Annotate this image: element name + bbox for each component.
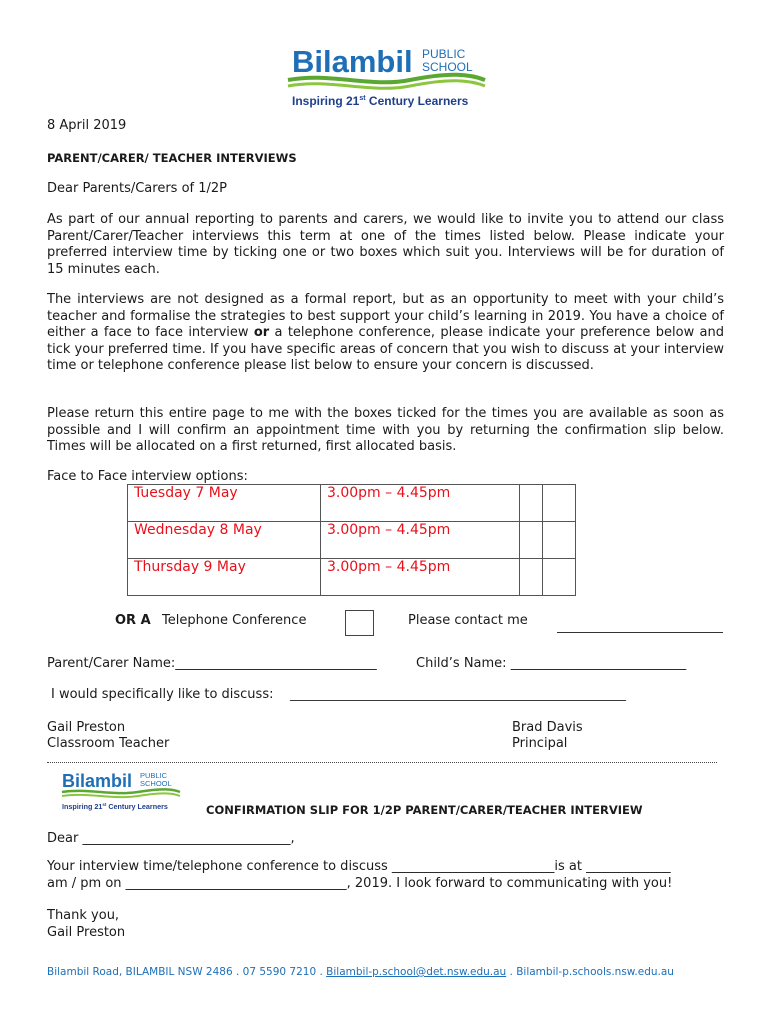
logo-name: Bilambil bbox=[292, 44, 413, 79]
table-row bbox=[128, 559, 576, 596]
interview-options-table bbox=[127, 484, 576, 596]
logo-tagline-a: Inspiring 21 bbox=[292, 94, 360, 108]
discuss-line[interactable]: ________________________________________________________ bbox=[290, 687, 626, 701]
slip-signoff: Gail Preston bbox=[47, 925, 126, 940]
option-checkbox[interactable] bbox=[543, 522, 576, 559]
paragraph-return: Please return this entire page to me with the boxes ticked for the times you are available as soon as possible and I will confirm an appointment time with you by returning the confirmation slip below. Times will be allocated on a first returned, first allocated basis. bbox=[47, 406, 724, 454]
svg-text:Inspiring 21st Century Learner bbox=[292, 94, 469, 108]
logo-small-name: Bilambil bbox=[62, 771, 133, 791]
slip-line-date[interactable]: am / pm on __________________________________, 2019. I look forward to communicating with you! bbox=[47, 876, 673, 891]
option-day: Thursday 9 May bbox=[128, 559, 321, 596]
logo-school: SCHOOL bbox=[422, 60, 473, 74]
option-time: 3.00pm – 4.45pm bbox=[321, 522, 520, 559]
school-logo-small bbox=[58, 765, 190, 813]
option-spacer bbox=[520, 559, 543, 596]
teacher-role: Classroom Teacher bbox=[47, 736, 170, 751]
option-day: Wednesday 8 May bbox=[128, 522, 321, 559]
teacher-name: Gail Preston bbox=[47, 720, 126, 735]
logo-public: PUBLIC bbox=[422, 47, 466, 61]
table-row bbox=[128, 522, 576, 559]
contact-line[interactable] bbox=[557, 618, 723, 633]
logo-small-school: SCHOOL bbox=[140, 779, 172, 788]
option-time: 3.00pm – 4.45pm bbox=[321, 559, 520, 596]
footer-web[interactable]: . Bilambil-p.schools.nsw.edu.au bbox=[506, 966, 674, 978]
parent-name-field[interactable]: Parent/Carer Name:_______________________________ bbox=[47, 656, 377, 671]
option-checkbox[interactable] bbox=[543, 485, 576, 522]
discuss-label: I would specifically like to discuss: bbox=[51, 687, 274, 702]
option-checkbox[interactable] bbox=[543, 559, 576, 596]
letter-salutation: Dear Parents/Carers of 1/2P bbox=[47, 181, 227, 196]
letter-heading: PARENT/CARER/ TEACHER INTERVIEWS bbox=[47, 151, 297, 165]
cut-line bbox=[47, 762, 717, 763]
slip-title: CONFIRMATION SLIP FOR 1/2P PARENT/CARER/TEACHER INTERVIEW bbox=[206, 803, 643, 817]
slip-thanks: Thank you, bbox=[47, 908, 120, 923]
child-name-field[interactable]: Child’s Name: ___________________________ bbox=[416, 656, 687, 671]
option-spacer bbox=[520, 522, 543, 559]
table-row bbox=[128, 485, 576, 522]
telephone-label: Telephone Conference bbox=[162, 613, 307, 628]
logo-small-public: PUBLIC bbox=[140, 771, 168, 780]
or-a-label: OR A bbox=[115, 613, 151, 628]
paragraph-purpose: The interviews are not designed as a formal report, but as an opportunity to meet with your child’s teacher and formalise the strategies to best support your child’s learning in 2019. You have a choice of either a face to face interview or a telephone conference, please indicate your preference below and tick your preferred time. If you have specific areas of concern that you wish to discuss at your interview time or telephone conference please list below to ensure your concern is discussed. bbox=[47, 292, 724, 373]
footer-address: Bilambil Road, BILAMBIL NSW 2486 . 07 5590 7210 . bbox=[47, 966, 327, 978]
logo-tagline-b: Century Learners bbox=[365, 94, 469, 108]
principal-role: Principal bbox=[512, 736, 568, 751]
contact-label: Please contact me bbox=[408, 613, 528, 628]
school-logo bbox=[270, 34, 502, 114]
paragraph-intro: As part of our annual reporting to parents and carers, we would like to invite you to attend our class Parent/Carer/Teacher interviews this term at one of the times listed below. Please indicate your preferred interview time by ticking one or two boxes which suit you. Interviews will be for duration of 15 minutes each. bbox=[47, 212, 724, 277]
logo-tagline-sup: st bbox=[359, 95, 366, 102]
telephone-checkbox[interactable] bbox=[345, 610, 374, 636]
letter-date: 8 April 2019 bbox=[47, 118, 127, 133]
footer-contact bbox=[47, 966, 674, 978]
option-day: Tuesday 7 May bbox=[128, 485, 321, 522]
footer-email-link[interactable]: Bilambil-p.school@det.nsw.edu.au bbox=[326, 966, 507, 978]
option-spacer bbox=[520, 485, 543, 522]
slip-dear-field[interactable]: Dear ________________________________, bbox=[47, 831, 295, 846]
options-label: Face to Face interview options: bbox=[47, 469, 248, 484]
principal-name: Brad Davis bbox=[512, 720, 583, 735]
option-time: 3.00pm – 4.45pm bbox=[321, 485, 520, 522]
slip-line-time[interactable]: Your interview time/telephone conference to discuss _________________________is at _____________ bbox=[47, 859, 671, 874]
svg-text:Inspiring 21st Century Learner: Inspiring 21st Century Learners bbox=[62, 802, 168, 811]
